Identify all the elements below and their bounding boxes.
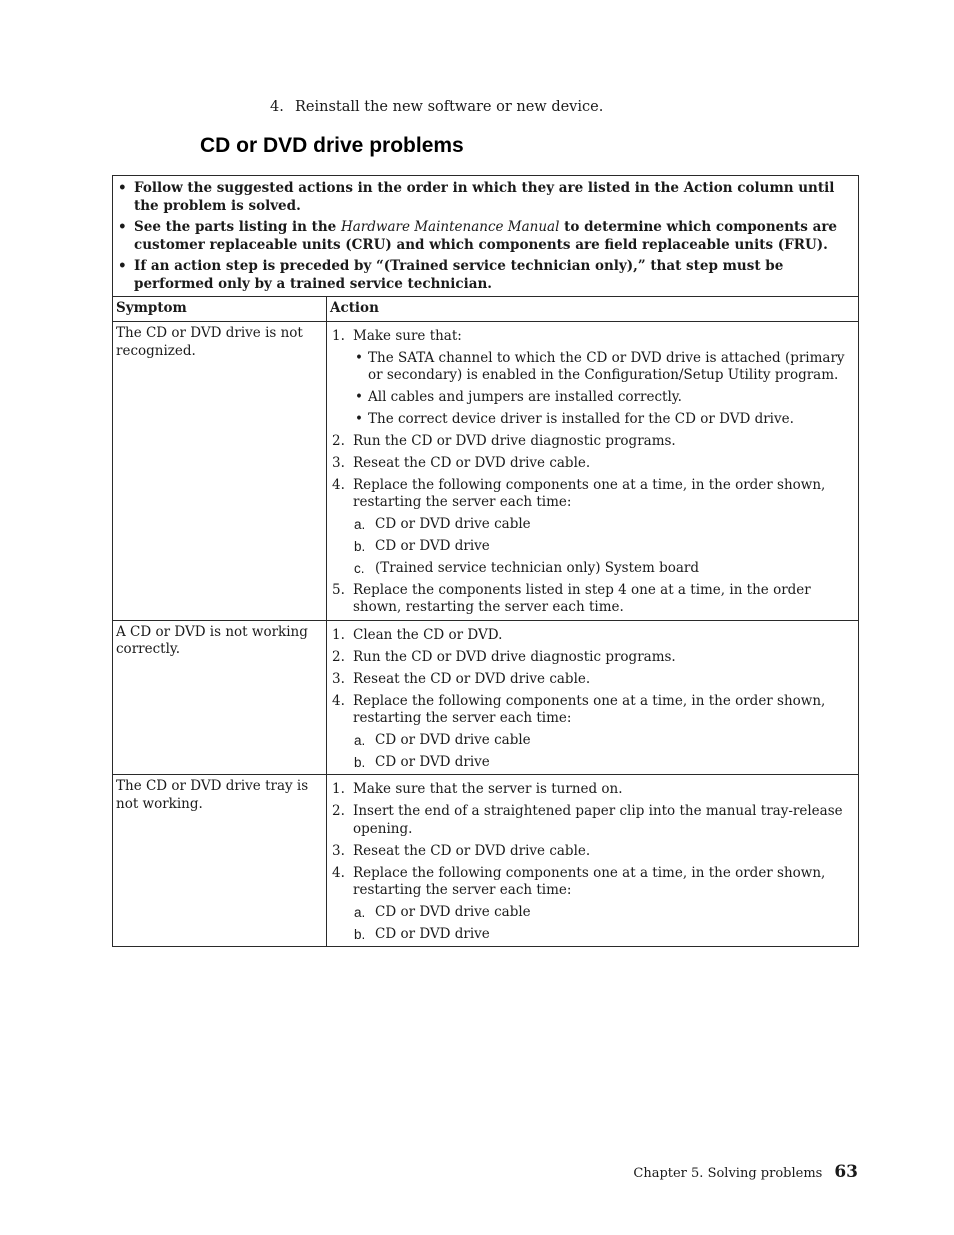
- step-number: 4.: [332, 476, 345, 493]
- step-number: 1.: [332, 781, 345, 798]
- component-list: [353, 516, 854, 577]
- action-step: [331, 865, 854, 944]
- component-item: [353, 560, 854, 578]
- page-footer: [633, 1161, 858, 1185]
- step-number: 2.: [332, 648, 345, 665]
- action-step: [331, 627, 854, 645]
- item-letter: b.: [354, 926, 366, 942]
- step-text: Make sure that:: [353, 328, 462, 344]
- bullet-icon: •: [355, 349, 363, 366]
- step-number: 4.: [332, 864, 345, 881]
- note-item: [116, 180, 846, 215]
- symptom-header: Symptom: [113, 297, 327, 322]
- action-step: [331, 477, 854, 578]
- table-row: [113, 620, 859, 774]
- step-number: 2.: [332, 803, 345, 820]
- step-text: Run the CD or DVD drive diagnostic programs.: [353, 433, 676, 450]
- bullet-icon: •: [355, 411, 363, 428]
- note-text: Follow the suggested actions in the order in which they are listed in the Action column until the problem is solved.: [134, 180, 835, 214]
- symptom-cell: A CD or DVD is not working correctly.: [113, 620, 327, 774]
- intro-step-number: 4.: [270, 99, 284, 115]
- component-item: [353, 538, 854, 556]
- table-row: [113, 775, 859, 947]
- item-text: CD or DVD drive: [375, 925, 490, 942]
- item-text: CD or DVD drive cable: [375, 903, 531, 920]
- bullet-icon: •: [355, 389, 363, 406]
- step-text: Reseat the CD or DVD drive cable.: [353, 454, 591, 471]
- intro-step-text: Reinstall the new software or new device.: [295, 99, 604, 115]
- notes-list: [116, 180, 846, 293]
- step-text: Clean the CD or DVD.: [353, 626, 503, 643]
- step-text: Make sure that the server is turned on.: [353, 781, 623, 798]
- symptom-cell: The CD or DVD drive tray is not working.: [113, 775, 327, 947]
- action-header: Action: [327, 297, 859, 322]
- item-text: CD or DVD drive: [375, 753, 490, 770]
- item-text: CD or DVD drive cable: [375, 731, 531, 748]
- action-step: [331, 693, 854, 772]
- step-text: Reseat the CD or DVD drive cable.: [353, 842, 591, 859]
- action-step: [331, 328, 854, 429]
- action-step: [331, 433, 854, 451]
- item-text: CD or DVD drive: [375, 538, 490, 555]
- header-row: [113, 297, 859, 322]
- action-step: [331, 803, 854, 838]
- action-steps: [331, 328, 854, 617]
- problem-table: [112, 175, 859, 947]
- item-letter: a.: [354, 904, 366, 920]
- component-item: [353, 732, 854, 750]
- note-item: [116, 258, 846, 293]
- action-step: [331, 649, 854, 667]
- note-item: [116, 219, 846, 254]
- note-text-pre: See the parts listing in the: [134, 219, 341, 235]
- check-list: [353, 350, 854, 429]
- action-cell: [327, 620, 859, 774]
- item-text: (Trained service technician only) System board: [375, 560, 700, 577]
- step-number: 1.: [332, 328, 345, 344]
- symptom-cell: The CD or DVD drive is not recognized.: [113, 322, 327, 621]
- component-list: [353, 732, 854, 771]
- action-step: [331, 582, 854, 617]
- check-item: [353, 389, 854, 407]
- action-step: [331, 843, 854, 861]
- bullet-icon: •: [118, 180, 127, 196]
- step-number: 4.: [332, 692, 345, 709]
- table-body: [113, 322, 859, 947]
- component-item: [353, 926, 854, 944]
- page-number: 63: [834, 1162, 858, 1182]
- step-text: Run the CD or DVD drive diagnostic programs.: [353, 648, 676, 665]
- table-row: [113, 322, 859, 621]
- component-item: [353, 754, 854, 772]
- action-steps: [331, 781, 854, 943]
- item-letter: c.: [354, 561, 365, 577]
- action-step: [331, 781, 854, 799]
- action-step: [331, 671, 854, 689]
- notes-cell: [113, 176, 859, 297]
- manual-title: Hardware Maintenance Manual: [340, 219, 560, 235]
- item-letter: b.: [354, 754, 366, 770]
- item-letter: a.: [354, 732, 366, 748]
- bullet-icon: •: [118, 219, 127, 235]
- item-text: CD or DVD drive cable: [375, 516, 531, 533]
- step-text: Replace the following components one at a time, in the order shown, restarting the server each time:: [353, 476, 826, 511]
- notes-row: [113, 176, 859, 297]
- intro-step: [270, 98, 603, 117]
- action-step: [331, 455, 854, 473]
- action-steps: [331, 627, 854, 771]
- step-text: Replace the following components one at a time, in the order shown, restarting the server each time:: [353, 864, 826, 899]
- component-item: [353, 516, 854, 534]
- step-number: 3.: [332, 670, 345, 687]
- item-text: The SATA channel to which the CD or DVD drive is attached (primary or secondary) is enabled in the Configuration/Setup Utility program.: [368, 349, 845, 384]
- component-list: [353, 904, 854, 943]
- step-number: 1.: [332, 626, 345, 643]
- action-cell: [327, 322, 859, 621]
- step-text: Insert the end of a straightened paper clip into the manual tray-release opening.: [353, 803, 843, 837]
- step-number: 2.: [332, 433, 345, 450]
- item-letter: a.: [354, 517, 366, 533]
- step-number: 3.: [332, 454, 345, 471]
- chapter-title: Chapter 5. Solving problems: [633, 1166, 823, 1181]
- step-text: Replace the following components one at a time, in the order shown, restarting the server each time:: [353, 692, 826, 727]
- item-text: All cables and jumpers are installed correctly.: [368, 389, 682, 406]
- check-item: [353, 350, 854, 385]
- bullet-icon: •: [118, 258, 127, 274]
- component-item: [353, 904, 854, 922]
- step-number: 5.: [332, 581, 345, 598]
- step-text: Reseat the CD or DVD drive cable.: [353, 670, 591, 687]
- step-number: 3.: [332, 842, 345, 859]
- action-cell: [327, 775, 859, 947]
- note-text-post: to determine which components are customer replaceable units (CRU) and which components are field replaceable units (FRU).: [134, 219, 838, 253]
- section-title: CD or DVD drive problems: [200, 134, 464, 157]
- check-item: [353, 411, 854, 429]
- item-letter: b.: [354, 539, 366, 555]
- step-text: Replace the components listed in step 4 one at a time, in the order shown, restarting the server each time.: [353, 581, 811, 616]
- note-text: If an action step is preceded by “(Trained service technician only),” that step must be performed only by a trained service technician.: [134, 258, 784, 292]
- item-text: The correct device driver is installed for the CD or DVD drive.: [368, 411, 794, 428]
